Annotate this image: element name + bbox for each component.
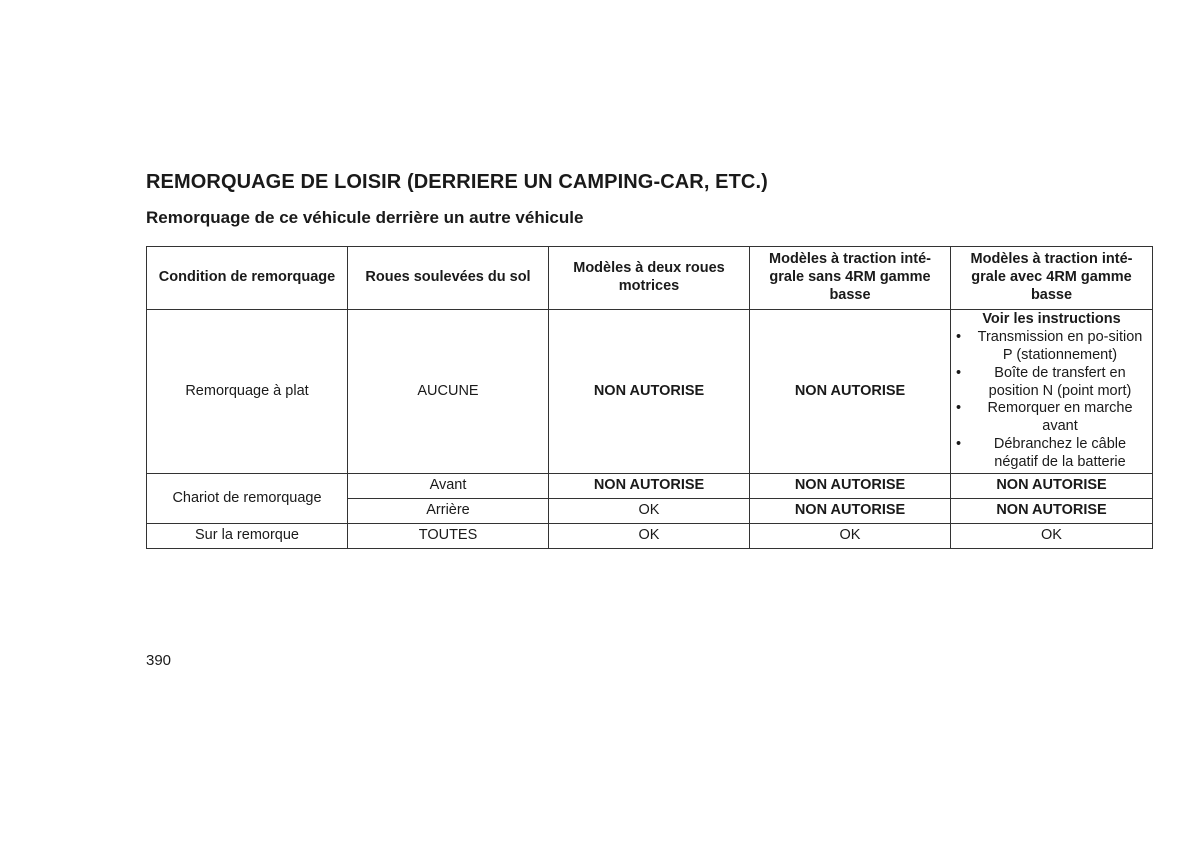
section-subtitle: Remorquage de ce véhicule derrière un autre véhicule (146, 208, 584, 227)
cell-condition: Remorquage à plat (147, 310, 348, 474)
cell-two-wd: NON AUTORISE (549, 310, 750, 474)
page-title: REMORQUAGE DE LOISIR (DERRIERE UN CAMPING-CAR, ETC.) (146, 171, 768, 193)
list-item: • Boîte de transfert en position N (point mort) (955, 365, 1148, 401)
cell-condition: Chariot de remorquage (147, 474, 348, 524)
table-row (147, 310, 1153, 474)
cell-wheels: AUCUNE (348, 310, 549, 474)
cell-awd-low: OK (951, 524, 1153, 549)
cell-awd-no-low: NON AUTORISE (750, 310, 951, 474)
cell-two-wd: OK (549, 499, 750, 524)
cell-awd-low: NON AUTORISE (951, 474, 1153, 499)
list-item: • Transmission en po-sition P (stationnement) (955, 329, 1148, 365)
list-item: • Remorquer en marche avant (955, 400, 1148, 436)
cell-wheels: Arrière (348, 499, 549, 524)
cell-two-wd: OK (549, 524, 750, 549)
cell-awd-no-low: NON AUTORISE (750, 474, 951, 499)
cell-awd-no-low: NON AUTORISE (750, 499, 951, 524)
cell-two-wd: NON AUTORISE (549, 474, 750, 499)
list-item: • Débranchez le câble négatif de la batterie (955, 436, 1148, 472)
towing-table (146, 246, 1153, 549)
table-row (147, 474, 1153, 499)
cell-condition: Sur la remorque (147, 524, 348, 549)
table-header-row (147, 247, 1153, 310)
cell-awd-low-instructions (951, 310, 1153, 474)
instructions-list (955, 329, 1148, 471)
header-two-wheel-drive: Modèles à deux roues motrices (549, 247, 750, 310)
table-row (147, 524, 1153, 549)
cell-awd-no-low: OK (750, 524, 951, 549)
header-awd-with-low-range: Modèles à traction inté-grale avec 4RM gamme basse (951, 247, 1153, 310)
cell-awd-low: NON AUTORISE (951, 499, 1153, 524)
instructions-title: Voir les instructions (982, 311, 1121, 328)
cell-wheels: Avant (348, 474, 549, 499)
header-awd-without-low-range: Modèles à traction inté-grale sans 4RM gamme basse (750, 247, 951, 310)
cell-wheels: TOUTES (348, 524, 549, 549)
page-number: 390 (146, 652, 172, 669)
header-towing-condition: Condition de remorquage (147, 247, 348, 310)
header-wheels-raised: Roues soulevées du sol (348, 247, 549, 310)
